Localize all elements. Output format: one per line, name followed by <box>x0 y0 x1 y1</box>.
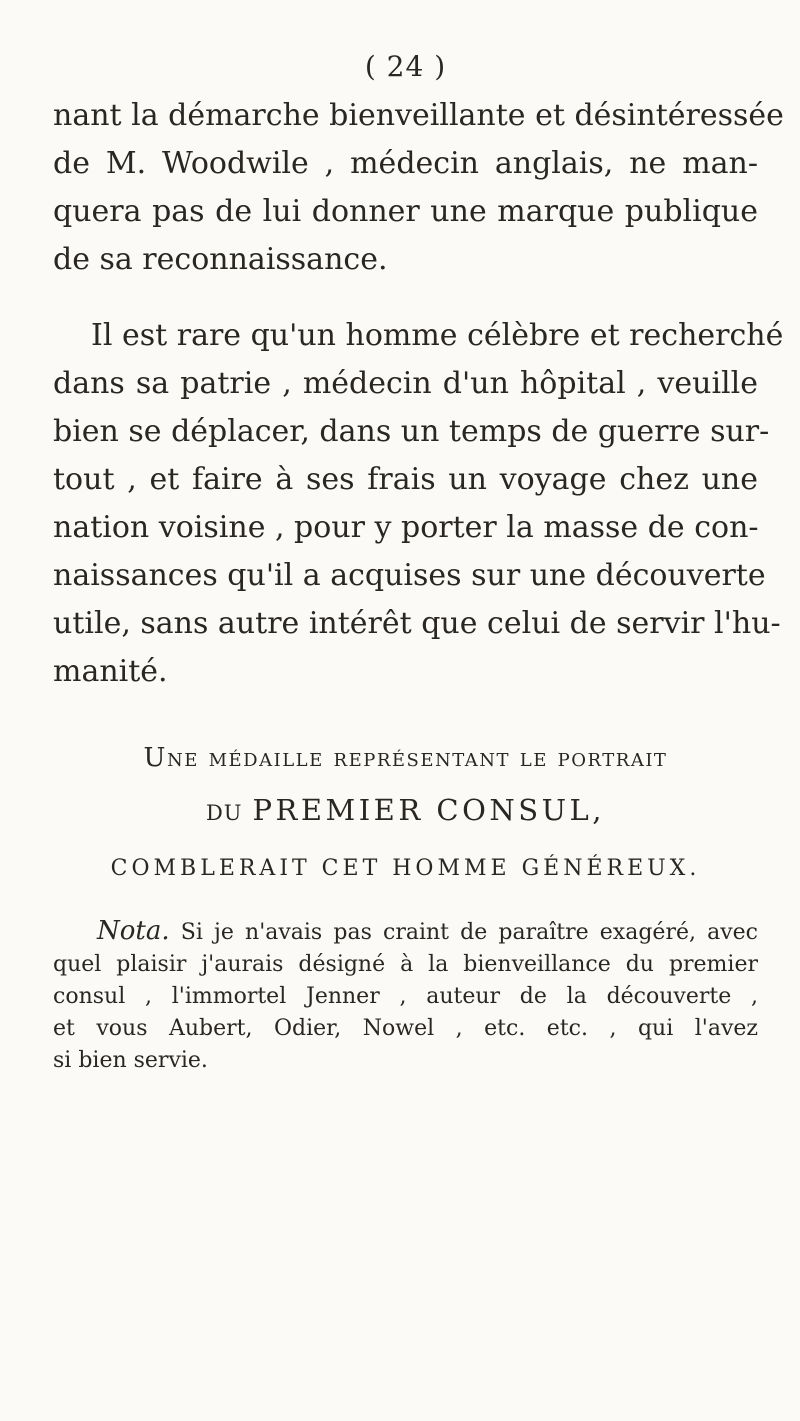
page-number: ( 24 ) <box>364 50 447 83</box>
text-line: nant la démarche bienveillante et désintéressée <box>53 98 784 133</box>
text-line: bien se déplacer, dans un temps de guerre sur- <box>53 414 770 449</box>
heading-main: PREMIER CONSUL, <box>252 793 606 827</box>
text-line: dans sa patrie , médecin d'un hôpital , veuille <box>53 366 758 401</box>
text-line: utile, sans autre intérêt que celui de servir l'hu- <box>53 606 781 641</box>
note-line: quel plaisir j'aurais désigné à la bienveillance du premier <box>53 952 758 977</box>
note-first-line <box>53 915 758 949</box>
heading-comblerait: COMBLERAIT CET HOMME GÉNÉREUX. <box>110 856 701 881</box>
text-line: naissances qu'il a acquises sur une découverte <box>53 558 766 593</box>
note-text: Si je n'avais pas craint de paraître exagéré, avec <box>180 920 758 945</box>
text-line: tout , et faire à ses frais un voyage chez une <box>53 462 758 497</box>
text-line: de M. Woodwile , médecin anglais, ne man- <box>53 146 758 181</box>
note-line: si bien servie. <box>53 1048 208 1073</box>
paragraph-woodwile <box>53 92 784 284</box>
text-line: Il est rare qu'un homme célèbre et recherché <box>91 318 784 353</box>
text-line: manité. <box>53 654 168 689</box>
note-line: consul , l'immortel Jenner , auteur de la découverte , <box>53 984 758 1009</box>
note-line: et vous Aubert, Odier, Nowel , etc. etc. , qui l'avez <box>53 1016 758 1041</box>
text-line: de sa reconnaissance. <box>53 242 388 277</box>
heading-premier-consul <box>53 788 758 835</box>
heading-prefix: DU <box>205 801 243 825</box>
text-line: quera pas de lui donner une marque publique <box>53 194 758 229</box>
text-line: nation voisine , pour y porter la masse de con- <box>53 510 759 545</box>
paragraph-homme-celebre <box>53 312 784 696</box>
note-label: Nota. <box>97 916 170 946</box>
heading-medaille: Une médaille représentant le portrait <box>143 743 668 773</box>
footnote <box>53 915 758 1077</box>
